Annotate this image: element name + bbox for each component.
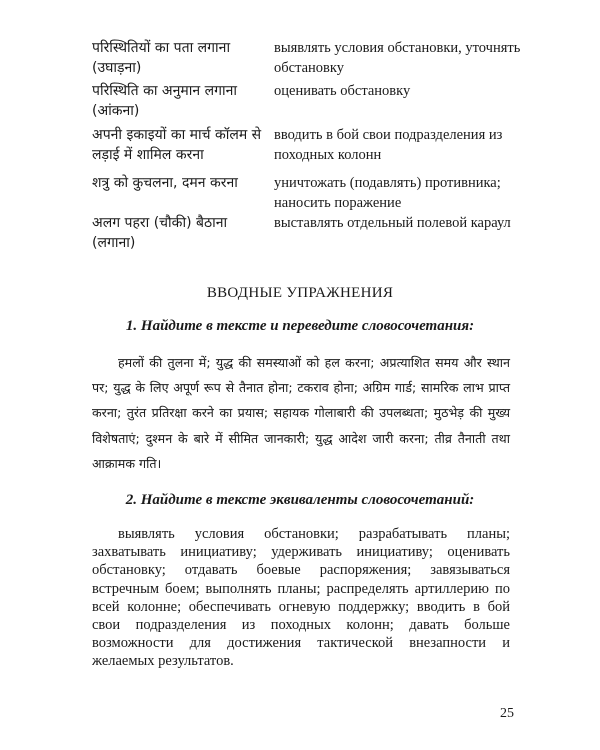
glossary-hindi-term: परिस्थिति का अनुमान लगाना (आंकना)	[92, 83, 238, 119]
glossary-hindi-term: शत्रु को कुचलना, दमन करना	[92, 175, 238, 191]
glossary-russian-term: выставлять отдельный полевой караул	[274, 215, 511, 231]
exercise-1-text: हमलों की तुलना में; युद्ध की समस्याओं को हल करना; अप्रत्याशित समय और स्थान पर; युद्ध के लिए अपूर्ण रूप से तैनात होना; टकराव होना; अग्रिम गार्ड; सामरिक लाभ प्राप्त करना; तुरंत प्रतिरक्षा करने का प्रयास; सहायक गोलाबारी की उपलब्धता; मुठभेड़ की मुख्य विशेषताएं; दुश्मन के बारे में सीमित जानकारी; युद्ध आदेश जारी करना; तीव्र तैनाती तथा आक्रामक गति।	[92, 355, 510, 471]
section-title: ВВОДНЫЕ УПРАЖНЕНИЯ	[206, 285, 394, 301]
glossary-row	[92, 38, 522, 81]
exercise-2-heading: 2. Найдите в тексте эквиваленты словосочетаний:	[125, 492, 475, 508]
exercise-2-text: выявлять условия обстановки; разрабатывать планы; захватывать инициативу; удерживать инициативу; оценивать обстановку; отдавать боевые распоряжения; завязываться встречным боем; выполнять планы; распределять артиллерию по всей колонне; обеспечивать огневую поддержку; вводить в бой свои подразделения из походных колонн; давать больше возможности для достижения тактической внезапности и желаемых результатов.	[92, 526, 510, 670]
glossary-row	[92, 81, 522, 125]
glossary-russian-term: вводить в бой свои подразделения из походных колонн	[274, 127, 503, 163]
glossary-russian-term: оценивать обстановку	[274, 83, 411, 99]
glossary-hindi-term: अपनी इकाइयों का मार्च कॉलम से लड़ाई में शामिल करना	[92, 127, 262, 163]
glossary-row	[92, 213, 522, 257]
glossary-table	[92, 38, 522, 257]
page-number: 25	[500, 706, 514, 721]
glossary-hindi-term: परिस्थितियों का पता लगाना (उघाड़ना)	[92, 40, 231, 76]
glossary-row	[92, 125, 522, 173]
exercise-1-heading: 1. Найдите в тексте и переведите словосочетания:	[125, 318, 475, 334]
glossary-hindi-term: अलग पहरा (चौकी) बैठाना (लगाना)	[92, 215, 228, 251]
glossary-russian-term: выявлять условия обстановки, уточнять обстановку	[274, 40, 521, 76]
glossary-russian-term: уничтожать (подавлять) противника; наносить поражение	[274, 175, 501, 211]
glossary-row	[92, 173, 522, 213]
